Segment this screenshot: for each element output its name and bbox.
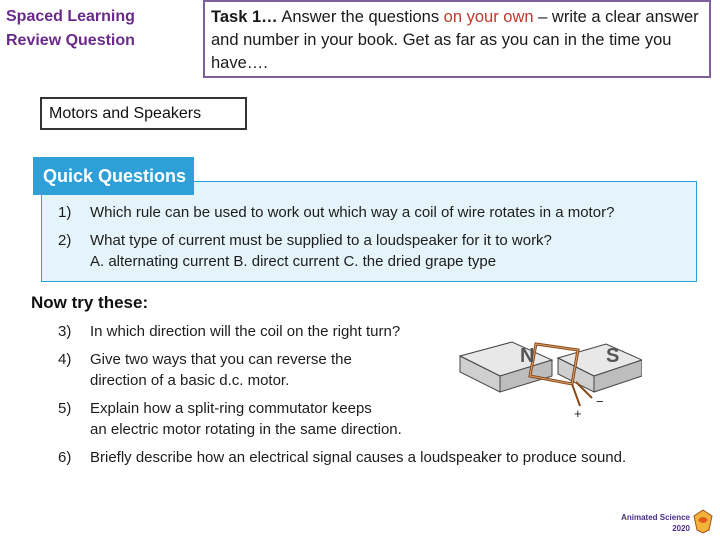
now-try-heading: Now try these: — [31, 293, 149, 312]
task-text-1: Answer the questions — [277, 8, 444, 26]
positive-terminal-label: + — [574, 406, 582, 420]
footer-line-2: 2020 — [672, 524, 690, 533]
motor-diagram — [458, 336, 642, 420]
task-text-2: – write a clear answer and number in your book. Get as far as you can in the time you have…. — [211, 8, 699, 72]
heading-line-1: Spaced Learning — [6, 8, 135, 25]
north-pole-label: N — [520, 345, 535, 367]
question-number: 2) — [58, 232, 72, 249]
task-highlight: on your own — [443, 8, 534, 26]
question-text: an electric motor rotating in the same direction. — [90, 421, 402, 438]
question-text: direction of a basic d.c. motor. — [90, 372, 290, 389]
question-text: Explain how a split-ring commutator keeps — [90, 400, 372, 417]
quick-questions-tab: Quick Questions — [33, 157, 194, 195]
question-text: Briefly describe how an electrical signal causes a loudspeaker to produce sound. — [90, 449, 627, 466]
footer-credit — [604, 512, 690, 534]
question-number: 3) — [58, 323, 72, 340]
task-instructions-box — [203, 0, 711, 78]
task-label: Task 1… — [211, 8, 278, 26]
question-number: 6) — [58, 449, 72, 466]
negative-terminal-label: − — [596, 394, 604, 409]
question-text: In which direction will the coil on the right turn? — [90, 323, 401, 340]
spaced-learning-heading — [6, 5, 196, 53]
question-options: A. alternating current B. direct current C. the dried grape type — [90, 253, 497, 270]
heading-line-2: Review Question — [6, 32, 135, 49]
south-pole-label: S — [606, 345, 620, 367]
question-text: What type of current must be supplied to a loudspeaker for it to work? — [90, 232, 552, 249]
question-text: Give two ways that you can reverse the — [90, 351, 352, 368]
question-number: 1) — [58, 204, 72, 221]
question-number: 5) — [58, 400, 72, 417]
topic-title-box: Motors and Speakers — [40, 97, 247, 130]
question-text: Which rule can be used to work out which way a coil of wire rotates in a motor? — [90, 204, 615, 221]
animated-science-logo-icon — [692, 508, 714, 534]
footer-line-1: Animated Science — [621, 513, 690, 522]
question-number: 4) — [58, 351, 72, 368]
